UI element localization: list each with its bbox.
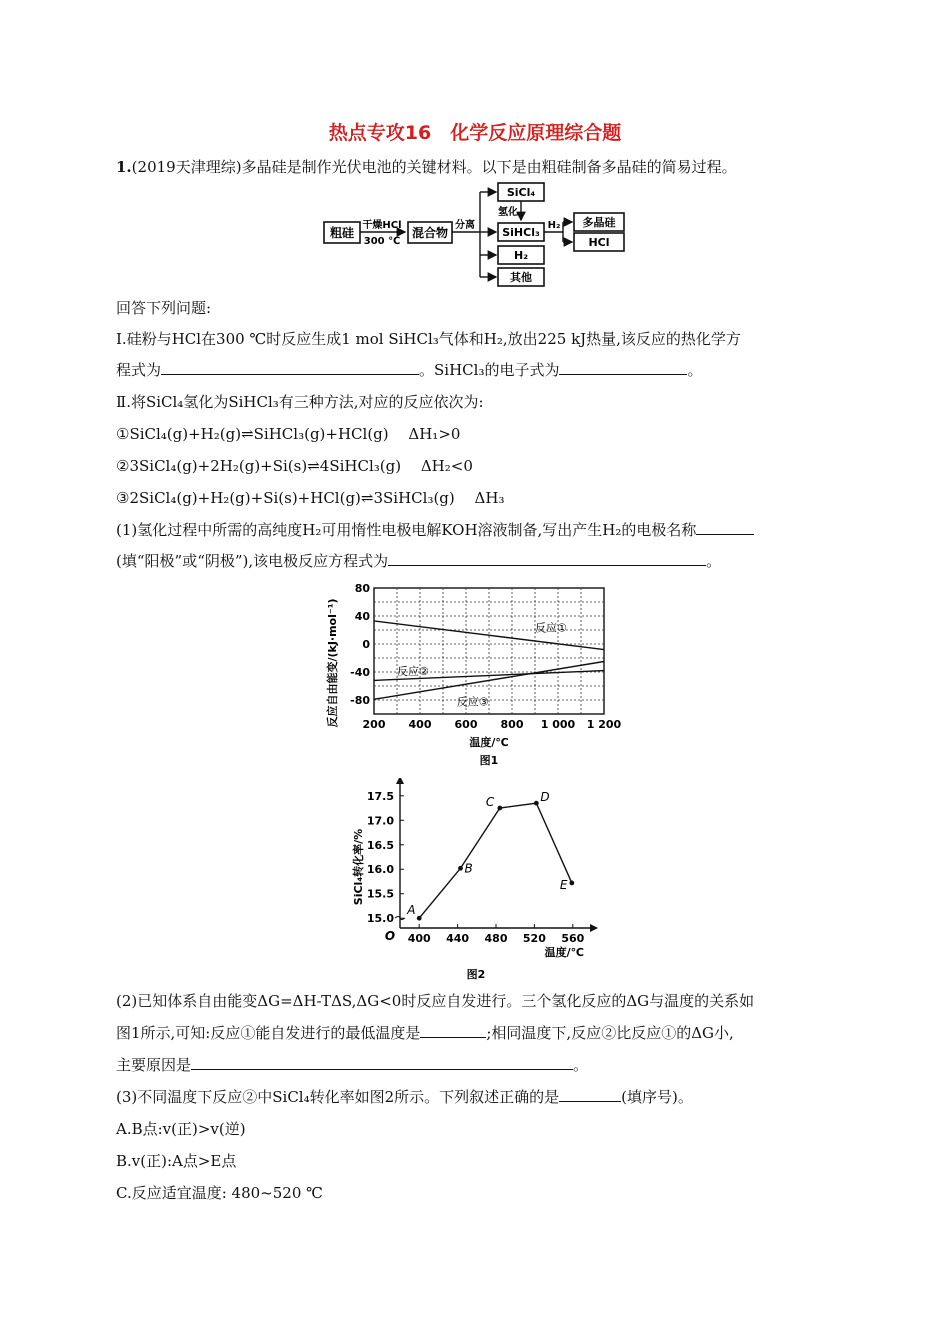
x-tick-label: 560 xyxy=(561,932,585,945)
q3-line1 xyxy=(116,1087,693,1107)
data-point-D xyxy=(534,801,539,806)
y-axis-arrow xyxy=(396,778,404,784)
question-number: 1. xyxy=(116,158,132,176)
y-axis-title: 反应自由能变/(kJ·mol⁻¹) xyxy=(326,598,339,728)
polysilicon-label: 多晶硅 xyxy=(582,216,616,229)
process-flow-diagram xyxy=(320,182,630,290)
sicl4-label: SiCl₄ xyxy=(506,186,536,199)
x-tick-label: 520 xyxy=(522,932,546,945)
y-tick-label: 17.0 xyxy=(366,814,394,828)
point-label-C: C xyxy=(485,795,495,810)
answer-blank-electrode-equation[interactable] xyxy=(388,551,706,566)
question-1-intro xyxy=(116,157,737,177)
q2-text-d: 。 xyxy=(573,1056,589,1074)
sihcl3-label: SiHCl₃ xyxy=(502,226,540,239)
h2-label: H₂ xyxy=(513,249,529,262)
condition-hcl: 干燥HCl xyxy=(362,220,402,231)
q2-text-b: ;相同温度下,反应②比反应①的ΔG小, xyxy=(486,1024,734,1042)
x-tick-label: 480 xyxy=(484,932,508,945)
x-axis-title: 温度/℃ xyxy=(544,946,584,959)
page-title: 热点专攻16 化学反应原理综合题 xyxy=(328,122,622,144)
y-tick-label: 80 xyxy=(354,582,370,595)
part1-text-c: 。 xyxy=(687,361,703,379)
y-tick-label: 15.0 xyxy=(366,912,394,926)
answer-blank-q3-choice[interactable] xyxy=(559,1087,621,1102)
series-label-1: 反应① xyxy=(535,621,567,635)
x-axis-title: 温度/℃ xyxy=(469,736,509,749)
x-tick-label: 200 xyxy=(362,718,386,731)
y-tick-label: 0 xyxy=(362,638,370,651)
hcl-label: HCl xyxy=(588,236,610,249)
separation-label: 分离 xyxy=(455,220,475,231)
y-tick-label: 17.5 xyxy=(366,789,394,803)
x-axis-arrow xyxy=(590,924,598,932)
y-tick-label: 15.5 xyxy=(366,887,394,901)
y-tick-label: -80 xyxy=(350,694,370,707)
question-source: (2019天津理综) xyxy=(131,158,242,176)
reaction-1: ①SiCl₄(g)+H₂(g)⇌SiHCl₃(g)+HCl(g) ΔH₁>0 xyxy=(116,425,461,443)
hydrogenation-label: 氢化 xyxy=(498,207,518,218)
y-tick-label: -40 xyxy=(350,666,370,679)
q2-line2 xyxy=(116,1023,734,1043)
data-point-C xyxy=(497,806,502,811)
other-label: 其他 xyxy=(510,271,532,284)
answer-prompt: 回答下列问题: xyxy=(116,299,212,317)
option-a: A.B点:v(正)>v(逆) xyxy=(116,1120,246,1138)
data-point-B xyxy=(458,866,463,871)
x-tick-label: 1 000 xyxy=(540,718,576,731)
q2-text-a: 图1所示,可知:反应①能自发进行的最低温度是 xyxy=(116,1024,421,1042)
series-label-3: 反应③ xyxy=(456,695,489,709)
option-c: C.反应适宜温度: 480~520 ℃ xyxy=(116,1184,323,1202)
q1-text-a: (填“阳极”或“阴极”),该电极反应方程式为 xyxy=(116,552,389,570)
condition-temp: 300 ℃ xyxy=(363,236,401,247)
point-label-B: B xyxy=(464,861,473,876)
y-tick-label: 16.0 xyxy=(366,863,394,877)
q1-text: (1)氢化过程中所需的高纯度H₂可用惰性电极电解KOH溶液制备,写出产生H₂的电极名称 xyxy=(116,521,697,539)
point-label-D: D xyxy=(540,790,550,805)
part1-line1: Ⅰ.硅粉与HCl在300 ℃时反应生成1 mol SiHCl₃气体和H₂,放出225 kJ热量,该反应的热化学方 xyxy=(116,330,741,348)
y-axis-title: SiCl₄转化率/% xyxy=(352,828,365,906)
part1-line2 xyxy=(116,360,702,380)
answer-blank-main-reason[interactable] xyxy=(191,1055,573,1070)
x-tick-label: 600 xyxy=(454,718,478,731)
q3-text-b: (填序号)。 xyxy=(621,1088,693,1106)
figure-2-caption: 图2 xyxy=(466,968,486,981)
answer-blank-thermo-equation[interactable] xyxy=(161,360,419,375)
part1-text-b: 。SiHCl₃的电子式为 xyxy=(419,361,560,379)
reaction-2: ②3SiCl₄(g)+2H₂(g)+Si(s)⇌4SiHCl₃(g) ΔH₂<0 xyxy=(116,457,473,475)
plot-frame xyxy=(374,588,604,714)
q2-text-c: 主要原因是 xyxy=(116,1056,192,1074)
crude-silicon-label: 粗硅 xyxy=(329,226,355,240)
answer-blank-electron-formula[interactable] xyxy=(559,360,687,375)
q1-line2 xyxy=(116,551,721,571)
point-label-A: A xyxy=(407,903,416,918)
y-tick-label: 40 xyxy=(354,610,370,623)
origin-label: O xyxy=(384,929,396,943)
q2-line3 xyxy=(116,1055,588,1075)
option-b: B.v(正):A点>E点 xyxy=(116,1152,237,1170)
data-point-A xyxy=(417,916,422,921)
q1-line1 xyxy=(116,520,754,540)
reaction-3: ③2SiCl₄(g)+H₂(g)+Si(s)+HCl(g)⇌3SiHCl₃(g) ΔH₃ xyxy=(116,489,505,507)
answer-blank-min-temp[interactable] xyxy=(420,1023,486,1038)
figure-1-chart xyxy=(322,578,638,770)
point-label-E: E xyxy=(559,877,568,892)
x-tick-label: 800 xyxy=(500,718,524,731)
question-intro-text: 多晶硅是制作光伏电池的关键材料。以下是由粗硅制备多晶硅的简易过程。 xyxy=(241,158,737,176)
part1-text-a: 程式为 xyxy=(116,361,162,379)
part2-intro: Ⅱ.将SiCl₄氢化为SiHCl₃有三种方法,对应的反应依次为: xyxy=(116,393,484,411)
h2-arrow-label: H₂ xyxy=(547,220,561,231)
data-point-E xyxy=(569,881,574,886)
series-label-2: 反应② xyxy=(397,664,429,678)
q1-text-b: 。 xyxy=(706,552,722,570)
x-tick-label: 400 xyxy=(407,932,431,945)
q3-text-a: (3)不同温度下反应②中SiCl₄转化率如图2所示。下列叙述正确的是 xyxy=(116,1088,560,1106)
q2-line1: (2)已知体系自由能变ΔG=ΔH-TΔS,ΔG<0时反应自发进行。三个氢化反应的ΔG与温度的关系如 xyxy=(116,992,755,1010)
answer-blank-electrode-name[interactable] xyxy=(696,520,754,535)
conversion-line xyxy=(419,803,572,918)
mixture-label: 混合物 xyxy=(411,226,449,240)
x-tick-label: 1 200 xyxy=(586,718,622,731)
y-tick-label: 16.5 xyxy=(366,838,394,852)
x-tick-label: 440 xyxy=(446,932,470,945)
figure-2-chart xyxy=(350,778,610,982)
x-tick-label: 400 xyxy=(408,718,432,731)
figure-1-caption: 图1 xyxy=(479,754,499,767)
